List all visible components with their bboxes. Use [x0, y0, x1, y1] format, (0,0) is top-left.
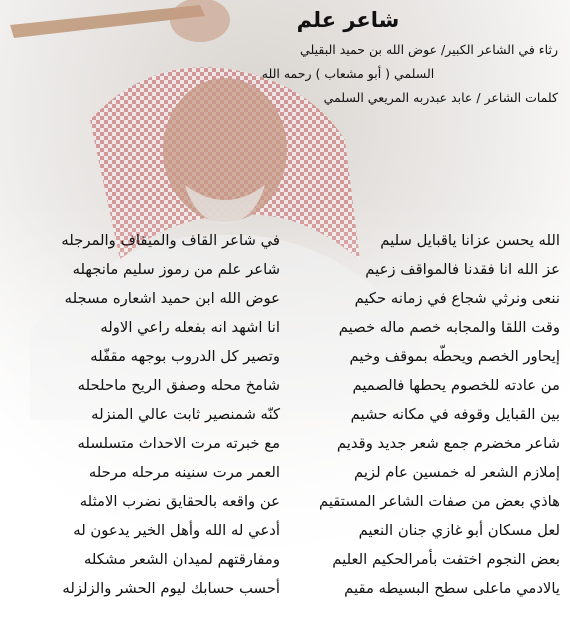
verse-line: في شاعر القاف والميقاف والمرجله — [61, 232, 280, 249]
verse-line: شاعر علم من رموز سليم مانجهله — [72, 261, 280, 278]
poem-subtitle-line: رثاء في الشاعر الكبير/ عوض الله بن حميد البقيلي — [300, 42, 558, 57]
poem-header — [138, 8, 558, 110]
verse-line: العمر مرت سنينه مرحله مرحله — [88, 464, 280, 481]
verse-line: ومفارقتهم لميدان الشعر مشكله — [83, 551, 280, 568]
verse-line: أحسب حسابك ليوم الحشر والزلزله — [62, 580, 280, 597]
verse-line: مع خبرته مرت الاحداث متسلسله — [77, 435, 280, 452]
verse-line: إملازم الشعر له خمسين عام لزيم — [353, 464, 560, 481]
verse-line: الله يحسن عزانا ياقبايل سليم — [380, 232, 560, 249]
verse-line: عز الله انا فقدنا فالمواقف زعيم — [365, 261, 560, 278]
verse-line: لعل مسكان أبو غازي جنان النعيم — [358, 522, 560, 539]
verse-line: انا اشهد انه بفعله راعي الاوله — [100, 319, 280, 336]
verse-line: عوض الله ابن حميد اشعاره مسجله — [64, 290, 280, 307]
verse-line: بعض النجوم اختفت بأمرالحكيم العليم — [332, 551, 560, 568]
verse-line: ننعى ونرثي شجاع في زمانه حكيم — [354, 290, 560, 307]
poem-title: شاعر علم — [296, 8, 400, 32]
verse-line: وتصير كل الدروب بوجهه مقفّله — [90, 348, 280, 365]
verse-line: شاعر مخضرم جمع شعر جديد وقديم — [336, 435, 560, 452]
poem-author-line: كلمات الشاعر / عابد عبدربه المريعي السلمي — [323, 90, 558, 105]
poem-right-column — [292, 226, 560, 603]
verse-line: شامخ محله وصفق الريح ماحلحله — [77, 377, 280, 394]
verse-line: بين القبايل وقوفه في مكانه حشيم — [350, 406, 560, 423]
verse-line: عن واقعه بالحقايق نضرب الامثله — [79, 493, 280, 510]
verse-line: من عادته للخصوم يحطها فالصميم — [352, 377, 560, 394]
poem-subtitle-line: السلمي ( أبو مشعاب ) رحمه الله — [261, 66, 435, 81]
verse-line: يالادمي ماعلى سطح البسيطه مقيم — [344, 580, 560, 597]
verse-line: كنّه شمنصير ثابت عالي المنزله — [91, 406, 280, 423]
verse-line: أدعي له الله وأهل الخير يدعون له — [73, 522, 280, 539]
poem-left-column — [6, 226, 280, 603]
verse-line: هاذي بعض من صفات الشاعر المستقيم — [318, 493, 560, 510]
verse-line: وقت اللقا والمجابه خصم ماله خصيم — [338, 319, 560, 336]
verse-line: إيحاور الخصم ويحطّه بموقف وخيم — [349, 348, 560, 365]
